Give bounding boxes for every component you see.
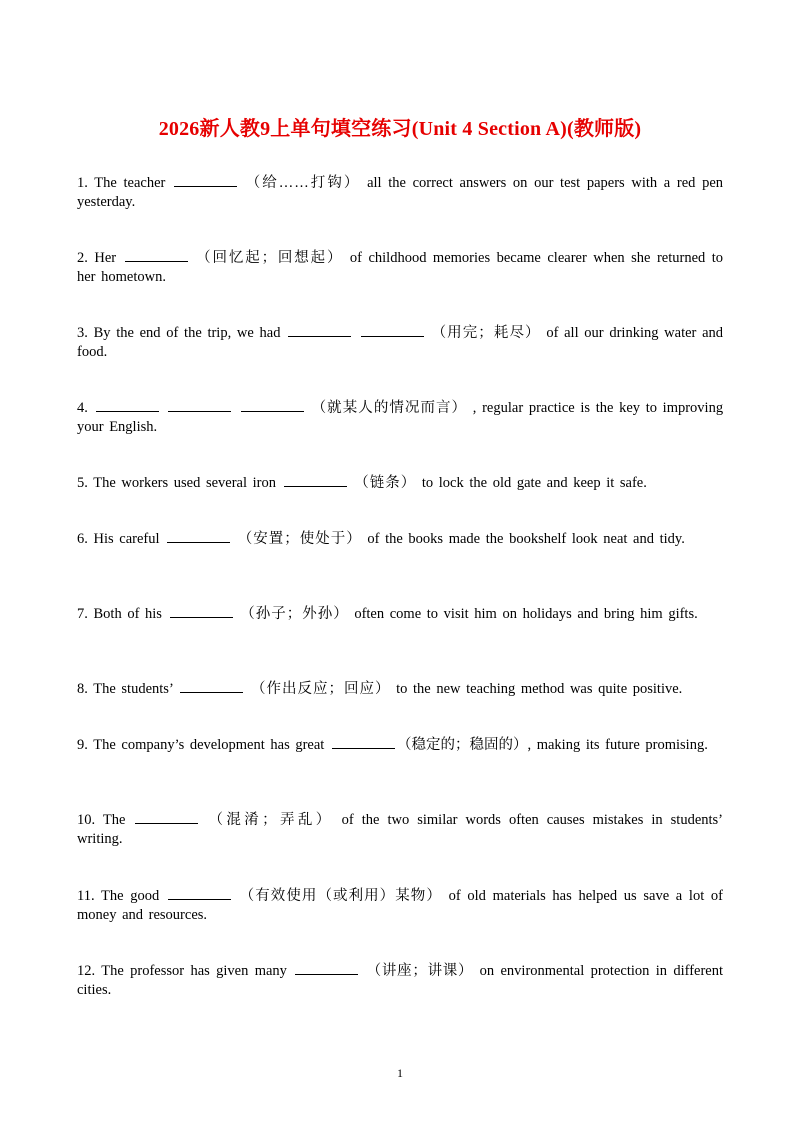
answer-blank <box>96 399 159 412</box>
question-text-before: His careful <box>93 531 160 547</box>
question-text-after: of childhood memories became clearer when she returned to her hometown. <box>77 250 724 285</box>
question-2 <box>77 249 723 287</box>
chinese-hint: （链条） <box>354 475 417 491</box>
question-number: 6. <box>77 531 88 547</box>
answer-blank <box>168 399 231 412</box>
chinese-hint: （稳定的；稳固的） <box>396 737 528 753</box>
question-number: 2. <box>77 250 88 266</box>
question-6 <box>77 530 723 549</box>
question-number: 8. <box>77 681 88 697</box>
answer-blank <box>284 474 347 487</box>
chinese-hint: （讲座；讲课） <box>366 963 474 979</box>
chinese-hint: （回忆起；回想起） <box>196 250 344 266</box>
question-text-before: The teacher <box>94 175 166 191</box>
question-text-after: of the two similar words often causes mistakes in students’ writing. <box>77 812 724 847</box>
question-text-before: The <box>102 812 126 828</box>
question-number: 7. <box>77 606 88 622</box>
answer-blank <box>288 324 351 337</box>
question-12 <box>77 962 723 1000</box>
question-text-after: of all our drinking water and food. <box>77 325 724 360</box>
question-8 <box>77 680 723 699</box>
chinese-hint: （混淆；弄乱） <box>208 812 334 828</box>
question-3 <box>77 324 723 362</box>
chinese-hint: （作出反应；回应） <box>250 681 391 697</box>
chinese-hint: （孙子；外孙） <box>240 606 349 622</box>
question-text-before: Both of his <box>93 606 162 622</box>
page-number: 1 <box>397 1066 403 1080</box>
answer-blank <box>241 399 304 412</box>
question-text-after: , making its future promising. <box>527 737 708 753</box>
question-number: 11. <box>77 888 95 904</box>
question-text-after: to the new teaching method was quite positive. <box>396 681 683 697</box>
question-text-before: The professor has given many <box>101 963 287 979</box>
question-number: 12. <box>77 963 96 979</box>
answer-blank <box>167 530 230 543</box>
question-number: 10. <box>77 812 96 828</box>
question-text-before: The workers used several iron <box>93 475 276 491</box>
chinese-hint: （有效使用（或利用）某物） <box>239 888 442 904</box>
chinese-hint: （用完；耗尽） <box>431 325 541 341</box>
question-text-after: to lock the old gate and keep it safe. <box>421 475 647 491</box>
question-text-before: By the end of the trip, we had <box>93 325 281 341</box>
question-text-after: all the correct answers on our test papers with a red pen yesterday. <box>77 175 724 210</box>
question-text-before: The company’s development has great <box>93 737 325 753</box>
answer-blank <box>125 249 188 262</box>
question-text-after: , regular practice is the key to improving your English. <box>77 400 724 435</box>
answer-blank <box>295 962 358 975</box>
question-text-after: on environmental protection in different cities. <box>77 963 724 998</box>
question-number: 4. <box>77 400 88 416</box>
question-9 <box>77 736 723 755</box>
question-7 <box>77 605 723 624</box>
question-1 <box>77 174 723 212</box>
question-text-after: often come to visit him on holidays and bring him gifts. <box>354 606 698 622</box>
chinese-hint: （就某人的情况而言） <box>311 400 468 416</box>
question-text-before: The students’ <box>93 681 173 697</box>
chinese-hint: （给……打钩） <box>245 175 361 191</box>
chinese-hint: （安置；使处于） <box>237 531 362 547</box>
answer-blank <box>361 324 424 337</box>
answer-blank <box>168 887 231 900</box>
answer-blank <box>174 174 237 187</box>
question-text-before: Her <box>94 250 117 266</box>
answer-blank <box>170 605 233 618</box>
question-5 <box>77 474 723 493</box>
question-number: 5. <box>77 475 88 491</box>
question-text-before: The good <box>101 888 160 904</box>
page-title: 2026新人教9上单句填空练习(Unit 4 Section A)(教师版) <box>158 118 642 140</box>
answer-blank <box>135 811 198 824</box>
question-4 <box>77 399 723 437</box>
question-text-after: of the books made the bookshelf look neat and tidy. <box>367 531 685 547</box>
question-number: 1. <box>77 175 88 191</box>
question-11 <box>77 887 723 925</box>
answer-blank <box>332 736 395 749</box>
question-number: 3. <box>77 325 88 341</box>
answer-blank <box>180 680 243 693</box>
question-text-after: of old materials has helped us save a lot of money and resources. <box>77 888 724 923</box>
question-number: 9. <box>77 737 88 753</box>
question-10 <box>77 811 723 849</box>
